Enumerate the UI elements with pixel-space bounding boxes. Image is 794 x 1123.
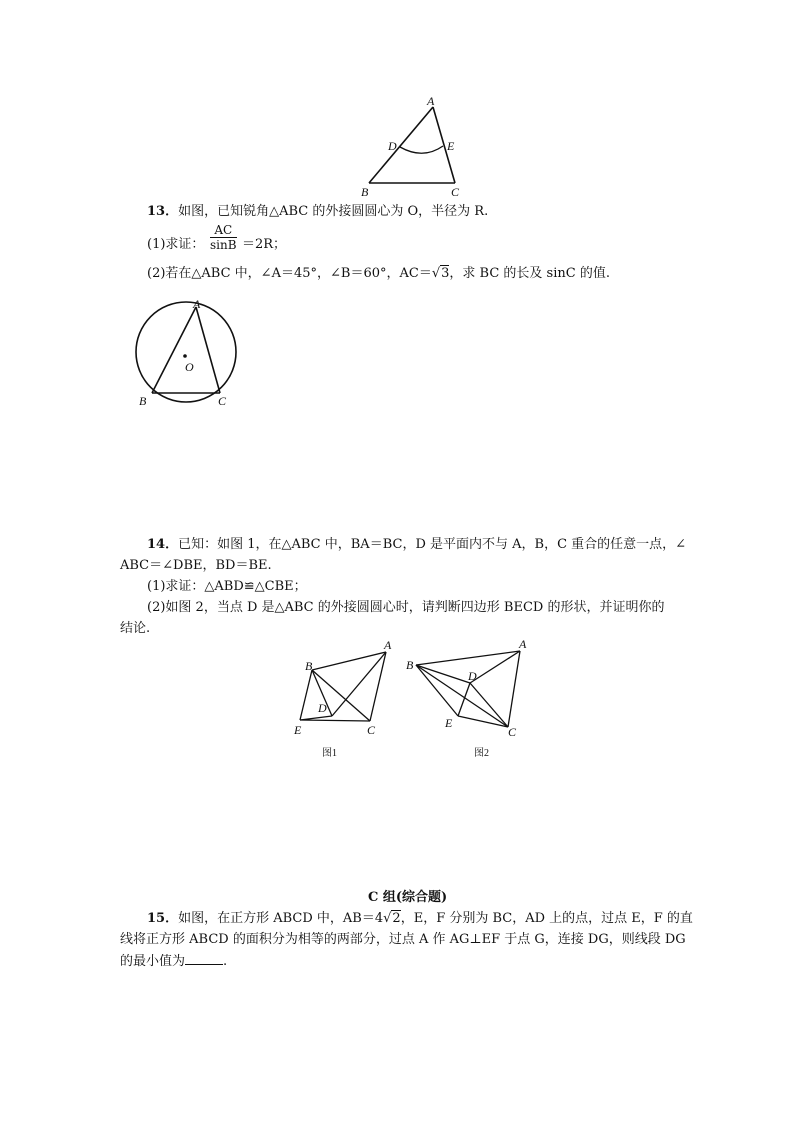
q13-number: 13． <box>147 204 179 219</box>
label-C: C <box>367 723 376 737</box>
q13-part2-a: (2)若在△ABC 中，∠A＝45°，∠B＝60°，AC＝ <box>147 266 432 281</box>
label-D: D <box>468 669 477 683</box>
figure-triangle-arc <box>355 95 475 200</box>
label-B: B <box>305 659 313 673</box>
q14-line2: ABC＝∠DBE，BD＝BE. <box>120 558 272 573</box>
q13-fraction-denominator: sinB <box>210 238 237 252</box>
q13-part2-b: ，求 BC 的长及 sinC 的值. <box>449 266 610 281</box>
figure-2-caption: 图2 <box>474 748 489 758</box>
label-E: E <box>447 139 455 153</box>
q13-fraction-numerator: AC <box>210 223 237 238</box>
group-c-title: C 组(综合题) <box>368 890 448 905</box>
label-C: C <box>451 185 460 199</box>
figure-1 <box>290 638 400 758</box>
sqrt-symbol: √ <box>431 266 441 281</box>
q15-line3 <box>120 952 227 971</box>
q15-line1-b: ，E，F 分别为 BC，AD 上的点，过点 E，F 的直 <box>400 911 693 926</box>
sqrt-symbol: √ <box>383 911 392 926</box>
q13-stem <box>147 203 488 221</box>
label-D: D <box>318 701 327 715</box>
figure-circumcircle <box>130 295 245 410</box>
answer-blank[interactable] <box>185 952 223 965</box>
q13-part1-suffix: ＝2R； <box>242 237 287 252</box>
label-D: D <box>388 139 397 153</box>
label-A: A <box>384 638 392 652</box>
q15-line1-a: 如图，在正方形 ABCD 中，AB＝4 <box>178 911 384 926</box>
q14-line1-text: 已知：如图 1，在△ABC 中，BA＝BC，D 是平面内不与 A，B，C 重合的任意一点，∠ <box>178 537 687 552</box>
q13-root-value: 3 <box>441 266 450 281</box>
label-E: E <box>445 716 453 730</box>
q13-stem-text: 如图，已知锐角△ABC 的外接圆圆心为 O，半径为 R. <box>178 204 489 219</box>
q13-part2 <box>147 265 610 283</box>
label-B: B <box>139 394 147 408</box>
q14-line1 <box>147 536 686 554</box>
q14-part1: (1)求证：△ABD≌△CBE； <box>147 579 307 594</box>
q15-line3-b: . <box>223 954 228 969</box>
q13-fraction <box>210 223 237 252</box>
label-A: A <box>427 95 435 108</box>
label-C: C <box>508 725 517 739</box>
q15-line1 <box>147 910 693 928</box>
q15-root-value: 2 <box>392 911 401 926</box>
figure-2 <box>402 638 532 758</box>
q15-number: 15． <box>147 911 179 926</box>
q13-part1-prefix: (1)求证： <box>147 237 205 252</box>
q15-line2: 线将正方形 ABCD 的面积分为相等的两部分，过点 A 作 AG⊥EF 于点 G，连接 DG，则线段 DG <box>120 932 686 947</box>
label-C: C <box>218 394 227 408</box>
figure-1-caption: 图1 <box>322 748 337 758</box>
q15-line3-a: 的最小值为 <box>120 954 186 969</box>
q14-number: 14． <box>147 537 179 552</box>
label-B: B <box>361 185 369 199</box>
label-O: O <box>185 360 194 374</box>
q14-part2-line2: 结论. <box>120 621 151 636</box>
label-B: B <box>406 658 414 672</box>
label-A: A <box>519 638 527 651</box>
label-A: A <box>193 297 201 311</box>
label-E: E <box>294 723 302 737</box>
q14-part2-line1: (2)如图 2，当点 D 是△ABC 的外接圆圆心时，请判断四边形 BECD 的形状，并证明你的 <box>147 600 665 615</box>
